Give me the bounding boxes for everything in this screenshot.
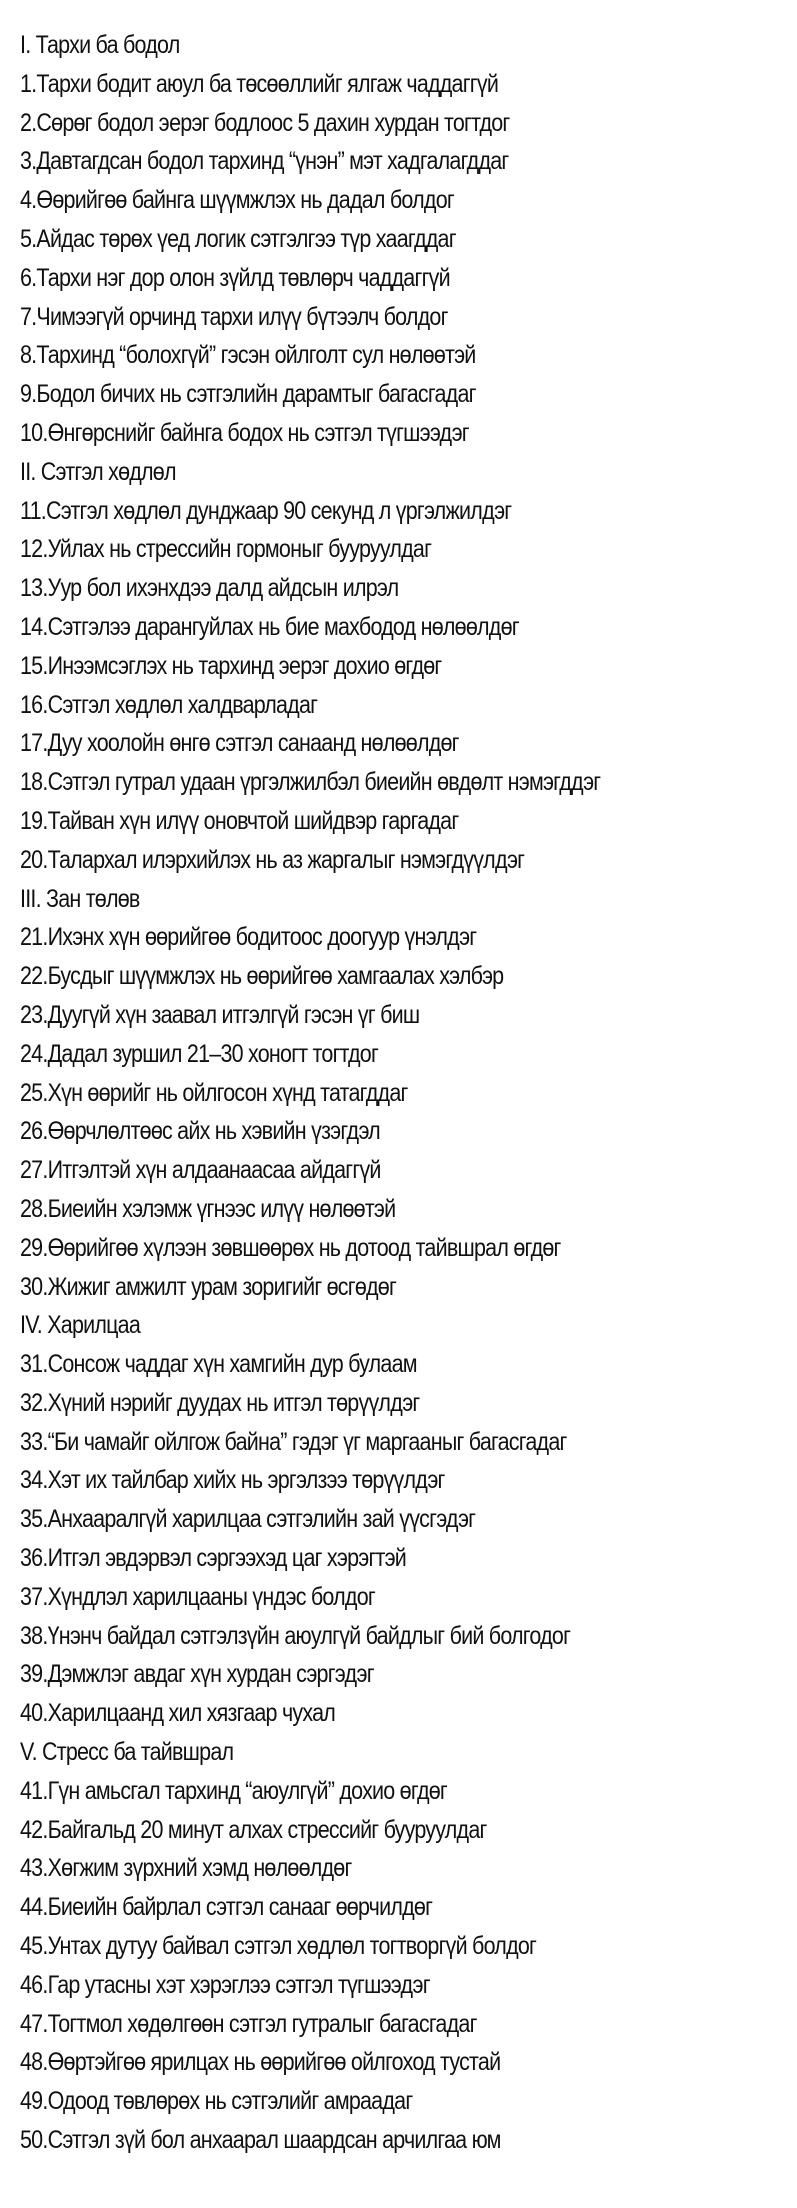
list-item: 46.Гар утасны хэт хэрэглээ сэтгэл түгшээдэг (20, 1970, 430, 1999)
list-item: 24.Дадал зуршил 21–30 хоногт тогтдог (20, 1039, 379, 1068)
list-item: 15.Инээмсэглэх нь тархинд эерэг дохио өгдөг (20, 651, 442, 680)
list-item: 16.Сэтгэл хөдлөл халдварладаг (20, 690, 318, 719)
list-item: 45.Унтах дутуу байвал сэтгэл хөдлөл тогтворгүй болдог (20, 1932, 537, 1961)
section-4 (20, 1306, 790, 1733)
list-item: 13.Уур бол ихэнхдээ далд айдсын илрэл (20, 574, 399, 603)
list-item: 12.Уйлах нь стрессийн гормоныг бууруулдаг (20, 535, 432, 564)
list-item: 29.Өөрийгөө хүлээн зөвшөөрөх нь дотоод тайвшрал өгдөг (20, 1233, 561, 1262)
list-item: 18.Сэтгэл гутрал удаан үргэлжилбэл биеийн өвдөлт нэмэгддэг (20, 768, 601, 797)
section-1 (20, 26, 790, 453)
section-heading: I. Тархи ба бодол (20, 31, 180, 59)
list-item: 49.Одоод төвлөрөх нь сэтгэлийг амраадаг (20, 2087, 413, 2116)
list-item: 38.Үнэнч байдал сэтгэлзүйн аюулгүй байдлыг бий болгодог (20, 1621, 571, 1650)
list-item: 5.Айдас төрөх үед логик сэтгэлгээ түр хаагддаг (20, 224, 456, 253)
list-item: 27.Итгэлтэй хүн алдаанаасаа айдаггүй (20, 1156, 381, 1185)
list-item: 21.Ихэнх хүн өөрийгөө бодитоос доогуур үнэлдэг (20, 923, 477, 952)
section-heading: III. Зан төлөв (20, 884, 140, 913)
list-item: 17.Дуу хоолойн өнгө сэтгэл санаанд нөлөөлдөг (20, 729, 459, 758)
section-2 (20, 453, 790, 880)
section-heading: II. Сэтгэл хөдлөл (20, 457, 176, 486)
list-item: 50.Сэтгэл зүй бол анхаарал шаардсан арчилгаа юм (20, 2126, 501, 2155)
list-item: 41.Гүн амьсгал тархинд “аюулгүй” дохио өгдөг (20, 1776, 447, 1805)
list-item: 23.Дуугүй хүн заавал итгэлгүй гэсэн үг биш (20, 1000, 420, 1029)
section-heading: V. Стресс ба тайвшрал (20, 1738, 234, 1767)
list-item: 19.Тайван хүн илүү оновчтой шийдвэр гаргадаг (20, 806, 459, 835)
list-item: 8.Тархинд “болохгүй” гэсэн ойлголт сул нөлөөтэй (20, 341, 476, 370)
list-item: 32.Хүний нэрийг дуудах нь итгэл төрүүлдэг (20, 1388, 420, 1417)
list-item: 7.Чимээгүй орчинд тархи илүү бүтээлч болдог (20, 302, 448, 331)
list-item: 31.Сонсож чаддаг хүн хамгийн дур булаам (20, 1350, 417, 1379)
list-item: 35.Анхааралгүй харилцаа сэтгэлийн зай үүсгэдэг (20, 1505, 476, 1534)
list-item: 39.Дэмжлэг авдаг хүн хурдан сэргэдэг (20, 1660, 374, 1689)
section-5 (20, 1733, 790, 2160)
list-item: 37.Хүндлэл харилцааны үндэс болдог (20, 1582, 375, 1611)
list-item: 11.Сэтгэл хөдлөл дунджаар 90 секунд л үргэлжилдэг (20, 496, 512, 525)
section-heading: IV. Харилцаа (20, 1311, 141, 1340)
list-item: 10.Өнгөрснийг байнга бодох нь сэтгэл түгшээдэг (20, 418, 469, 447)
list-item: 36.Итгэл эвдэрвэл сэргээхэд цаг хэрэгтэй (20, 1544, 407, 1573)
list-item: 20.Талархал илэрхийлэх нь аз жаргалыг нэмэгдүүлдэг (20, 845, 525, 874)
list-item: 22.Бусдыг шүүмжлэх нь өөрийгөө хамгаалах хэлбэр (20, 962, 504, 991)
list-item: 40.Харилцаанд хил хязгаар чухал (20, 1699, 336, 1728)
list-item: 44.Биеийн байрлал сэтгэл санааг өөрчилдөг (20, 1893, 433, 1922)
list-item: 33.“Би чамайг ойлгож байна” гэдэг үг маргааныг багасгадаг (20, 1427, 567, 1456)
list-item: 34.Хэт их тайлбар хийх нь эргэлзээ төрүүлдэг (20, 1466, 445, 1495)
list-item: 6.Тархи нэг дор олон зүйлд төвлөрч чаддаггүй (20, 263, 450, 292)
list-item: 43.Хөгжим зүрхний хэмд нөлөөлдөг (20, 1854, 352, 1883)
list-item: 25.Хүн өөрийг нь ойлгосон хүнд татагддаг (20, 1078, 408, 1107)
list-item: 3.Давтагдсан бодол тархинд “үнэн” мэт хадгалагддаг (20, 147, 509, 176)
list-item: 14.Сэтгэлээ дарангуйлах нь бие махбодод нөлөөлдөг (20, 612, 519, 641)
list-item: 4.Өөрийгөө байнга шүүмжлэх нь дадал болдог (20, 186, 454, 215)
list-item: 47.Тогтмол хөдөлгөөн сэтгэл гутралыг багасгадаг (20, 2009, 477, 2038)
list-item: 9.Бодол бичих нь сэтгэлийн дарамтыг багасгадаг (20, 380, 476, 409)
list-item: 28.Биеийн хэлэмж үгнээс илүү нөлөөтэй (20, 1194, 396, 1223)
list-item: 1.Тархи бодит аюул ба төсөөллийг ялгаж чаддаггүй (20, 69, 499, 98)
list-item: 2.Сөрөг бодол эерэг бодлоос 5 дахин хурдан тогтдог (20, 108, 510, 137)
list-item: 42.Байгальд 20 минут алхах стрессийг бууруулдаг (20, 1815, 487, 1844)
section-3 (20, 880, 790, 1307)
list-item: 26.Өөрчлөлтөөс айх нь хэвийн үзэгдэл (20, 1117, 380, 1146)
list-item: 48.Өөртэйгөө ярилцах нь өөрийгөө ойлгоход тустай (20, 2048, 501, 2077)
list-item: 30.Жижиг амжилт урам зоригийг өсгөдөг (20, 1272, 397, 1301)
fact-list-document (20, 26, 790, 2160)
